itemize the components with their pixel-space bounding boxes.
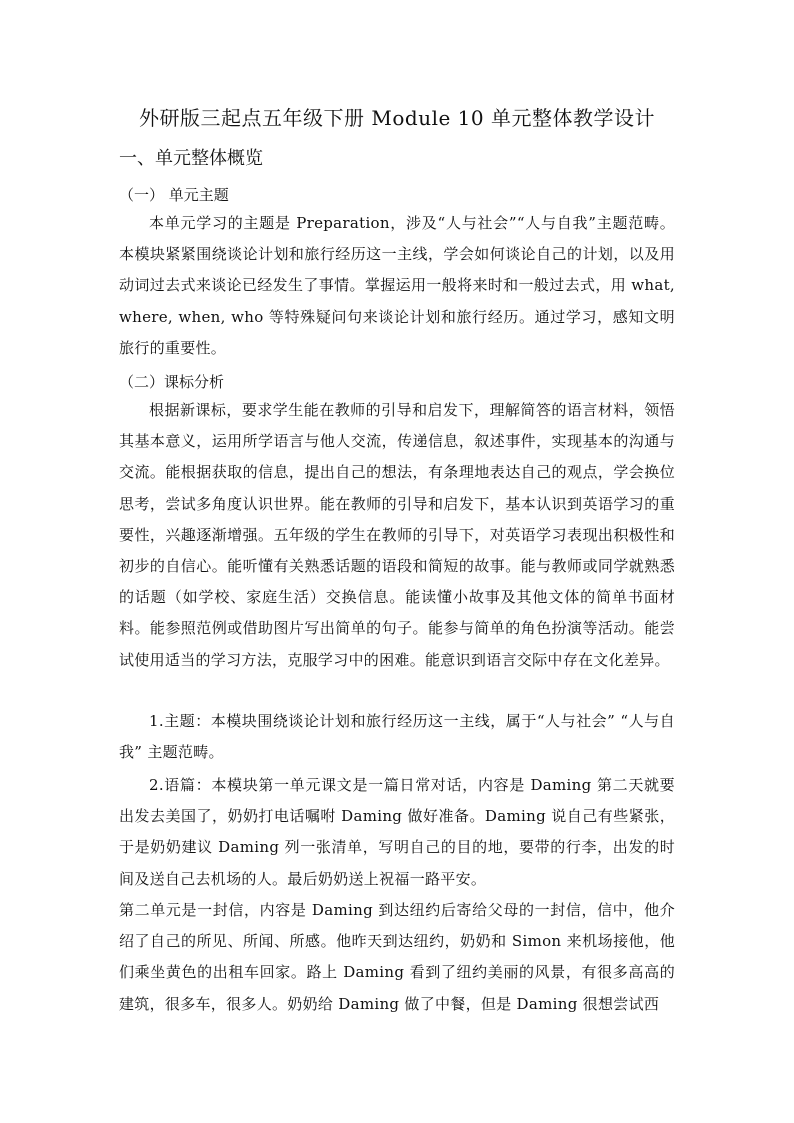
- paragraph-point-theme: 1.主题：本模块围绕谈论计划和旅行经历这一主线，属于“人与社会” “人与自我” 主题范畴。: [119, 712, 675, 762]
- subsection-heading-unit-theme: （一） 单元主题: [119, 186, 229, 204]
- section-heading-overview: 一、单元整体概览: [119, 148, 263, 169]
- paragraph-point-discourse: 2.语篇：本模块第一单元课文是一篇日常对话，内容是 Daming 第二天就要出发去美国了，奶奶打电话嘱咐 Daming 做好准备。Daming 说自己有些紧张，于是奶奶建议 Daming 列一张清单，写明自己的目的地，要带的行李，出发的时间及送自己去机场的人。最后奶奶送上祝福一路平安。: [119, 776, 675, 888]
- document-title: 外研版三起点五年级下册 Module 10 单元整体教学设计: [139, 106, 655, 130]
- paragraph-unit-theme: 本单元学习的主题是 Preparation，涉及“人与社会”“人与自我”主题范畴。本模块紧紧围绕谈论计划和旅行经历这一主线，学会如何谈论自己的计划，以及用动词过去式来谈论已经发生了事情。掌握运用一般将来时和一般过去式，用 what, where, when, who 等特殊疑问句来谈论计划和旅行经历。通过学习，感知文明旅行的重要性。: [119, 214, 675, 357]
- paragraph-curriculum-analysis: 根据新课标，要求学生能在教师的引导和启发下，理解简答的语言材料，领悟其基本意义，运用所学语言与他人交流，传递信息，叙述事件，实现基本的沟通与交流。能根据获取的信息，提出自己的想法，有条理地表达自己的观点，学会换位思考，尝试多角度认识世界。能在教师的引导和启发下，基本认识到英语学习的重要性，兴趣逐渐增强。五年级的学生在教师的引导下，对英语学习表现出积极性和初步的自信心。能听懂有关熟悉话题的语段和简短的故事。能与教师或同学就熟悉的话题（如学校、家庭生活）交换信息。能读懂小故事及其他文体的简单书面材料。能参照范例或借助图片写出简单的句子。能参与简单的角色扮演等活动。能尝试使用适当的学习方法，克服学习中的困难。能意识到语言交际中存在文化差异。: [119, 401, 675, 669]
- paragraph-unit2-letter: 第二单元是一封信，内容是 Daming 到达纽约后寄给父母的一封信，信中，他介绍了自己的所见、所闻、所感。他昨天到达纽约，奶奶和 Simon 来机场接他，他们乘坐黄色的出租车回家。路上 Daming 看到了纽约美丽的风景，有很多高高的建筑，很多车，很多人。奶奶给 Daming 做了中餐，但是 Daming 很想尝试西: [119, 901, 675, 1013]
- subsection-heading-curriculum-analysis: （二）课标分析: [119, 373, 225, 391]
